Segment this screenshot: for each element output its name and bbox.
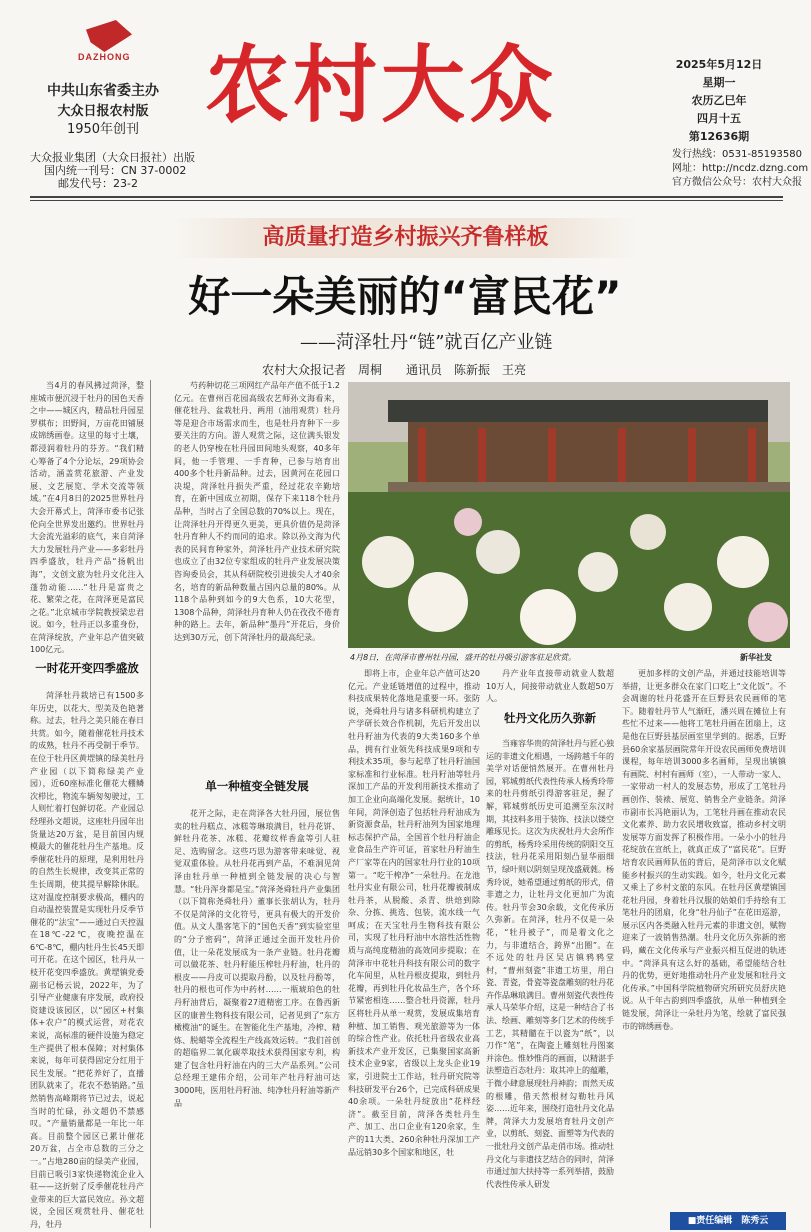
byline: 农村大众报记者 周桐 通讯员 陈新振 王亮 (262, 363, 527, 377)
column-1b: 菏泽牡丹栽培已有1500多年历史，以花大、型美及色艳著称。过去，牡丹之美只能在春日共赏。如今，随着催花牡丹技术的成熟，牡丹不再受制于季节。在位于牡丹区黄堽镇的绿美牡丹产业园（以下简称绿美产业园），近60座标准化催花大棚鳞次栉比，物流车辆匆匆驶过，工人则忙着打包鲜切花。产业园总经理孙文超说，这座牡丹园年出货量达20万盆，是目前国内规模最大的催花牡丹生产基地。反季催花牡丹的原理，是利用牡丹的自然生长规律，改变其正常的生长周期，使其提早解除休眠。这对温度控制要求极高，棚内的自动温控装置是实现牡丹反季节催花的“法宝”——通过白天控温在18℃-22℃，夜晚控温在6℃-8℃，棚内牡丹生长45天即可开花。在这个园区，牡丹从一枝开花变四季盛放。黄堽镇党委副书记杨云说，2022年，为了引导产业健康有序发展，政府投资建设该园区，以“园区+村集体+农户”的模式运营，对花农来说，高标准的硬件设施为稳定生产提供了根本保障；对村集体来说，每年可获得固定分红用于民生发展。“把花养好了，直播团队就来了，花农不愁销路。”虽然销售高峰期将节已过去，说起当时的忙碌，孙文超仍不禁感叹。“产量销量都是一年比一年高。目前整个园区已累计催花20万盆，占全市总数的三分之一。”占地280亩的绿美产业园，目前已吸引3家快递物流企业入驻——这折射了反季催花牡丹产业带来的巨大富民效应。孙文超说，全园区观赏牡丹、催花牡丹，牡丹 (30, 691, 144, 1229)
column-2b: 花开之际，走在菏泽各大牡丹园，展位售卖的牡丹糕点、冰糕等琳琅满目，牡丹花饼、鲜牡丹花茶、冰糕、花瓣纹样香盒等引人驻足、选购留念。这些巧思为游客带来味觉、视觉双重体验。从牡丹花再到产品，不难洞见菏泽由牡丹单一种植到全链发展的决心与智慧。“牡丹浑身都是宝。”菏泽尧舜牡丹产业集团（以下简称尧舜牡丹）董事长张胡认为，牡丹不仅是菏泽的文化符号，更具有极大的开发价值。从文人墨客笔下的“国色天香”到实验室里的“分子密码”，菏泽正通过全面开发牡丹价值，让一朵花发展成为一条产业链。牡丹花瓣可以做花茶、牡丹籽能压榨牡丹籽油，牡丹的根皮——丹皮可以提取丹酚，以及牡丹酚等，牡丹的根也可作为中药材……一瓶琥珀色的牡丹籽油背后，凝聚着27道精密工序。在鲁西新区的康普生物科技有限公司，记者见到了“东方橄榄油”的诞生。在智能化生产基地，冷榨、精炼、脱蜡等全流程生产线高效运转。“我们首创的超临界二氧化碳萃取技术获得国家专利，构建了包含牡丹籽油在内的三大产品系列。”公司总经理王建伟介绍，公司年产牡丹籽油可达3000吨，医用牡丹籽油、纯净牡丹籽油等新产品 (174, 809, 340, 1108)
column-3: 即将上市，企业年总产值可达20亿元。产业延链增值的过程中，推动科技成果转化落地是重要一环。张防说，尧舜牡丹与诸多科研机构建立了产学研长效合作机制，先后开发出以牡丹籽油为代表的9大类160多个单品，拥有行业领先科技成果9项和专利技术35项，参与起草了牡丹籽油国家标准和行业标准。牡丹籽油等牡丹深加工产品的开发利用新技术推动了加工企业向高端化发展。据统计，10年间，菏泽创造了包括牡丹籽油成为新资源食品，牡丹籽油列为国家地理标志保护产品，全国首个牡丹籽油企业食品生产许可证，首家牡丹籽油生产厂家等在内的国家牡丹行业的10项第一。“吃干榨净”一朵牡丹。在龙池牡丹实业有限公司，牡丹花瓣被制成牡丹茶，从脱酸、杀青、烘焙到除杂、分拣、挑选、包装，流水线一气呵成；在天宝牡丹生物科技有限公司，实现了牡丹籽油中水溶性活性物质与高纯度精油的高效同步提取；在菏泽市中花牡丹科技有限公司的数字化车间里，从牡丹根皮提取，到牡丹花瓣，再到牡丹化妆品生产，各个环节紧密相连……整合牡丹资源，牡丹区将牡丹从单一观赏，发展成集培育种植、加工销售、观光旅游等为一体的综合性产业。依托牡丹省级农业高新技术产业开发区，已集聚国家高新技术企业9家，省级以上龙头企业19家，引进院士工作站，牡丹研究院等科技研发平台26个，已完成科研成果40余项。一朵牡丹绽放出“花样经济”。截至目前，菏泽各类牡丹生产、加工、出口企业有120余家，生产的11大类、260余种牡丹深加工产品远销30多个国家和地区，牡 (348, 669, 480, 1157)
photo-caption: 4月8日，在菏泽市曹州牡丹园，盛开的牡丹吸引游客驻足欣赏。 (350, 653, 577, 662)
weekday: 星期一 (702, 76, 736, 89)
pavilion-and-peonies-image (348, 382, 790, 648)
section-title-2: 单一种植变全链发展 (205, 779, 309, 793)
edition: 大众日报农村版 (57, 104, 149, 119)
masthead-divider (30, 196, 783, 198)
lunar-day: 四月十五 (697, 112, 741, 125)
issue-number: 第12636期 (688, 130, 750, 143)
publisher: 大众报业集团（大众日报社）出版 (30, 151, 195, 164)
theme-banner: 高质量打造乡村振兴齐鲁样板 (173, 218, 638, 258)
section-title-1: 一时花开变四季盛放 (35, 661, 139, 675)
column-4b: 当雍容华贵的菏泽牡丹与匠心独运的非遗文化相遇，一场跨越千年的美学对话便悄然展开。在曹州牡丹园，郓城剪纸代表性传承人杨秀玲带来的牡丹剪纸引得游客驻足，握了解，郓城剪纸历史可追溯至东汉时期，其技料多用于装饰、技法以镂空雕琢见长。这次为庆祝牡丹大会所作的剪纸，杨秀玲采用传统的阴阳交互技法，牡丹花采用阳刻凸显华丽细节，绿叶则以阴刻呈现茂盛葳蕤。杨秀玲说，她希望通过剪纸的形式，借非遗之力，让牡丹文化更加广为流传。牡丹节会30余载，文化传承历久弥新。在菏泽，牡丹不仅是一朵花，“牡丹被子”，而是着文化之力，与非遗结合，跨界“出圈”。在不远处的牡丹区吴店镇鸦鸦堂村，“曹州刻瓷”非遗工坊里，用白瓷、青瓷，骨瓷等瓷盘雕刻的牡丹花卉作品琳琅满目。曹州刻瓷代表性传承人马荣华介绍，这是一种结合了书法、绘画、雕刻等多门艺术的传统手工艺，其精髓在于以瓷为“纸”，以刀作“笔”，在陶瓷上雕刻牡丹图案并涂色。惟妙惟肖的画面，以精湛手法塑造百态牡丹：取其冲上的蕴雕，于微小肆意展现牡丹神韵；而然天成的根雕，借天然根材勾勒牡丹风姿……近年来，围绕打造牡丹文化品牌，菏泽大力发展培育牡丹文创产业，以剪纸、刻瓷、面塑等为代表的一批牡丹文创产品走俏市场。推动牡丹文化与非遗技艺结合的同时，菏泽市通过加大扶持等一系列举措，鼓励代表性传承人研发 (486, 739, 614, 1189)
dazhong-logo-icon (86, 20, 132, 52)
column-4a: 丹产业年直接带动就业人数超10万人，间接带动就业人数超50万人。 (486, 669, 614, 704)
contact-block (672, 148, 808, 190)
cn-number: 国内统一刊号：CN 37-0002 (44, 164, 187, 177)
column-1a: 当4月的春风拂过菏泽，整座城市便沉浸于牡丹的国色天香之中——城区内，精品牡丹园星罗棋布；田野间，万亩花田铺展成锦绣画卷。这里的每寸土壤，都浸润着牡丹的芬芳。“我们精心筹备了4个分论坛，29项协会活动，涵盖赏花旅游、产业发展、文艺展览、学术交流等领域。”在4月8日的2025世界牡丹大会开幕式上，菏泽市委书记张伦向全世界发出邀约。世界牡丹大会流光溢彩的底气，来自菏泽大力发展牡丹产业——多彩牡丹四季盛放，牡丹产品“扬帆出海”，文创文旅为牡丹文化注入蓬勃动能……“牡丹是富贵之花、繁荣之花，在菏泽更是富民之花。”北京城市学院教授梁忠君说。如今，牡丹正以多重身份，在菏泽绽放，产业年总产值突破100亿元。 (30, 381, 144, 655)
lunar-year: 农历乙巳年 (691, 94, 747, 107)
website: 网址：http://ncdz.dzng.com (672, 163, 809, 174)
newspaper-title: 农村大众 (205, 35, 558, 134)
masthead-divider-thin (30, 200, 783, 201)
postal-code: 邮发代号：23-2 (58, 177, 138, 190)
masthead (0, 0, 811, 196)
peony-garden-photo (348, 382, 790, 648)
column-2a: 芍药种切花三项网红产品年产值不低于1.2亿元。在曹州百花园高级农艺师孙文海看来，催花牡丹、盆栽牡丹、两用（油用观赏）牡丹等是迎合市场需求而生，也是牡丹育种下一步要关注的方向。游人观赏之际，这位满头银发的老人仍穿梭在牡丹园田间地头观察，40多年间，他一手管理、一手育种，已参与培育出400多个牡丹新品种。过去，因黄河在花园口决堤，菏泽牡丹损失严重，经过花农辛勤培育，在新中国成立初期，保存下来118个牡丹品种，当时占了全国总数的70%以上。现在，让菏泽牡丹开得更久更美，更具价值仍是菏泽牡丹育种人不约而同的追求。除以孙文海为代表的民间育种家外，菏泽牡丹产业技术研究院也成立了由32位专家组成的牡丹产业发展决策咨询委员会，其从科研院校引进拔尖人才40余名，培育的新品种数量占国内总量的80%。从118个品种到如今的9大色系，10大花型，1308个品种，菏泽牡丹育种人仍在孜孜不倦育种的路上。去年，新品种“墨丹”开花后，身价达到30万元，创下菏泽牡丹的最高纪录。 (174, 381, 340, 642)
photo-credit: 新华社发 (740, 653, 772, 662)
founded: 1950年创刊 (66, 122, 140, 137)
subheadline: ——菏泽牡丹“链”就百亿产业链 (300, 332, 553, 353)
column-5: 更加多样的文创产品，并通过技能培训等举措，让更多群众在家门口吃上“文化饭”。不会凋谢的牡丹花盛开在巨野县农民画师的笔下。随着牡丹节人气渐旺，潘兴周在摊位上有些忙不过来——他将工笔牡丹画在团扇上，这是他在巨野县基层画室里学到的。据悉，巨野县60余家基层画院常年开设农民画师免费培训课程，每年培训3000多名画师，呈现出镇镇有画院、村村有画师（室），一人带动一家人、一家带动一村人的发展态势，形成了工笔牡丹画创作、装裱、展览、销售全产业链条。菏泽市副市长冯艳丽认为，工笔牡丹画在推动农民文化素养、助力农民增收致富，推动乡村文明发展等方面发挥了积极作用。一朵小小的牡丹花绽放在宣纸上，就真正成了“富民花”。巨野培育农民画师队伍的背后，是菏泽市以文化赋能乡村振兴的生动实践。如今，牡丹文化元素又乘上了乡村文旅的东风。在牡丹区黄堽镇国花牡丹园，身着牡丹汉服的姑娘们手持绘有工笔牡丹的团扇，化身“牡丹仙子”在花田巡游，展示区内各类融入牡丹元素的非遗文创，赋物迎来了一波销售热潮。牡丹文化历久弥新的密码，藏在文化传承与产业振兴相互促进的轨迹中。“菏泽具有这么好的基础，希望能结合牡丹的优势，更好地推动牡丹产业发展和牡丹文化传承。”中国科学院植物研究所研究员舒庆艳说。从千年古韵到四季盛放，从单一种植到全链发展，菏泽让一朵牡丹为笔，绘就了富民强市的锦绣画卷。 (622, 669, 786, 1031)
issue-date-block (675, 56, 763, 146)
hotline: 发行热线：0531-85193580 (672, 149, 802, 160)
section-title-3: 牡丹文化历久弥新 (504, 711, 596, 725)
wechat: 官方微信公众号：农村大众报 (672, 177, 802, 188)
column-rule (150, 380, 151, 1228)
date: 2025年5月12日 (675, 58, 763, 71)
logo-text: DAZHONG (78, 52, 131, 62)
sponsor: 中共山东省委主办 (47, 83, 159, 99)
headline: 好一朵美丽的“富民花” (188, 272, 622, 321)
editor-badge: ■责任编辑 陈秀云 (670, 1212, 786, 1230)
photo-caption-row (350, 652, 790, 664)
